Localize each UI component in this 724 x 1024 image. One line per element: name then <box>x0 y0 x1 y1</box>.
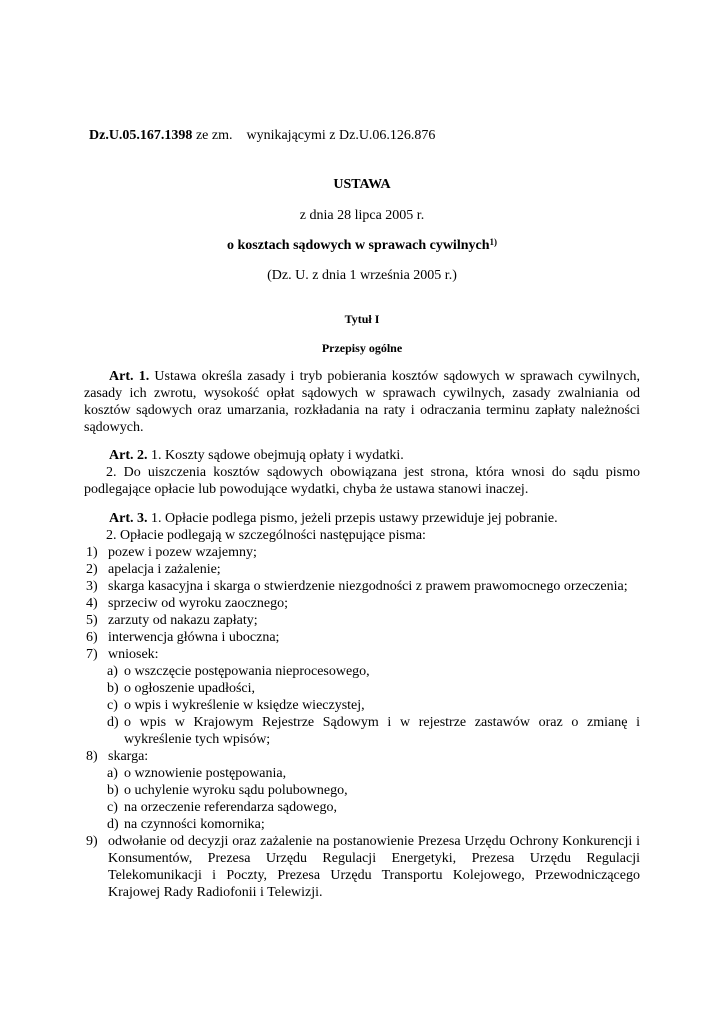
sub-item-letter: b) <box>107 681 119 696</box>
list-item-number: 2) <box>86 562 98 577</box>
article-1-text: Ustawa określa zasady i tryb pobierania kosztów sądowych w sprawach cywilnych, zasady ich zwrotu, wysokość opłat sądowych w sprawach cywilnych, zasady zwalniania od kosztów sądowych oraz umarzania, rozkładania na raty i odraczania terminu zapłaty należności sądowych. <box>84 369 640 435</box>
list-item-number: 3) <box>86 579 98 594</box>
sub-item: o wszczęcie postępowania nieprocesowego, <box>124 664 370 679</box>
list-item: pozew i pozew wzajemny; <box>108 545 257 560</box>
sub-item: na orzeczenie referendarza sądowego, <box>124 800 337 815</box>
article-3-para-1 <box>84 510 640 527</box>
article-3-p1-text: 1. Opłacie podlega pismo, jeżeli przepis ustawy przewiduje jej pobranie. <box>147 511 558 526</box>
list-item: apelacja i zażalenie; <box>108 562 221 577</box>
sub-item: o wpis i wykreślenie w księdze wieczystej, <box>124 698 365 713</box>
sub-item: o wpis w Krajowym Rejestrze Sądowym i w rejestrze zastawów oraz o zmianę i wykreślenie tych wpisów; <box>124 715 640 747</box>
article-1 <box>84 368 640 436</box>
document-reference <box>89 127 435 144</box>
list-item: interwencja główna i uboczna; <box>108 630 280 645</box>
list-item: skarga: <box>108 749 149 764</box>
reference-id: Dz.U.05.167.1398 <box>89 128 193 143</box>
article-2-p1-text: 1. Koszty sądowe obejmują opłaty i wydatki. <box>147 448 404 463</box>
act-subject-text: o kosztach sądowych w sprawach cywilnych <box>226 238 490 253</box>
sub-item-letter: c) <box>107 698 118 713</box>
list-item: sprzeciw od wyroku zaocznego; <box>108 596 288 611</box>
article-2-para-2: 2. Do uiszczenia kosztów sądowych obowiązana jest strona, która wnosi do sądu pismo podlegające opłacie lub powodujące wydatki, chyba że ustawa stanowi inaczej. <box>84 465 640 497</box>
reference-amendments: ze zm. wynikającymi z Dz.U.06.126.876 <box>192 128 436 143</box>
article-3-para-2: 2. Opłacie podlegają w szczególności następujące pisma: <box>106 528 426 543</box>
article-2-label: Art. 2. <box>109 448 148 463</box>
article-3-label: Art. 3. <box>109 511 148 526</box>
article-1-label: Art. 1. <box>109 369 150 384</box>
article-2-para-1 <box>84 447 640 464</box>
list-item-number: 7) <box>86 647 98 662</box>
act-subject <box>0 237 724 254</box>
act-type-heading: USTAWA <box>333 177 391 192</box>
sub-item-letter: d) <box>107 715 119 730</box>
list-item: odwołanie od decyzji oraz zażalenie na postanowienie Prezesa Urzędu Ochrony Konkurencji i Konsumentów, Prezesa Urzędu Regulacji Energetyki, Prezesa Urzędu Regulacji Telekomunikacji i Poczty, Prezesa Urzędu Transportu Kolejowego, Przewodniczącego Krajowej Rady Radiofonii i Telewizji. <box>108 834 640 900</box>
list-item-number: 8) <box>86 749 98 764</box>
list-item-number: 6) <box>86 630 98 645</box>
list-item-number: 9) <box>86 834 98 849</box>
sub-item-letter: a) <box>107 664 118 679</box>
sub-item-letter: c) <box>107 800 118 815</box>
sub-item-letter: d) <box>107 817 119 832</box>
sub-item: o ogłoszenie upadłości, <box>124 681 256 696</box>
section-heading: Przepisy ogólne <box>321 341 403 355</box>
list-item-number: 4) <box>86 596 98 611</box>
publication-info: (Dz. U. z dnia 1 września 2005 r.) <box>267 268 457 283</box>
sub-item-letter: a) <box>107 766 118 781</box>
list-item: wniosek: <box>108 647 159 662</box>
sub-item: o uchylenie wyroku sądu polubownego, <box>124 783 348 798</box>
act-date: z dnia 28 lipca 2005 r. <box>299 208 425 223</box>
list-item: skarga kasacyjna i skarga o stwierdzenie niezgodności z prawem prawomocnego orzeczenia; <box>108 579 628 594</box>
footnote-marker: 1) <box>489 237 497 247</box>
sub-item: o wznowienie postępowania, <box>124 766 287 781</box>
list-item: zarzuty od nakazu zapłaty; <box>108 613 258 628</box>
sub-item: na czynności komornika; <box>124 817 265 832</box>
sub-item-letter: b) <box>107 783 119 798</box>
list-item-number: 5) <box>86 613 98 628</box>
list-item-number: 1) <box>86 545 98 560</box>
title-heading: Tytuł I <box>344 312 380 326</box>
